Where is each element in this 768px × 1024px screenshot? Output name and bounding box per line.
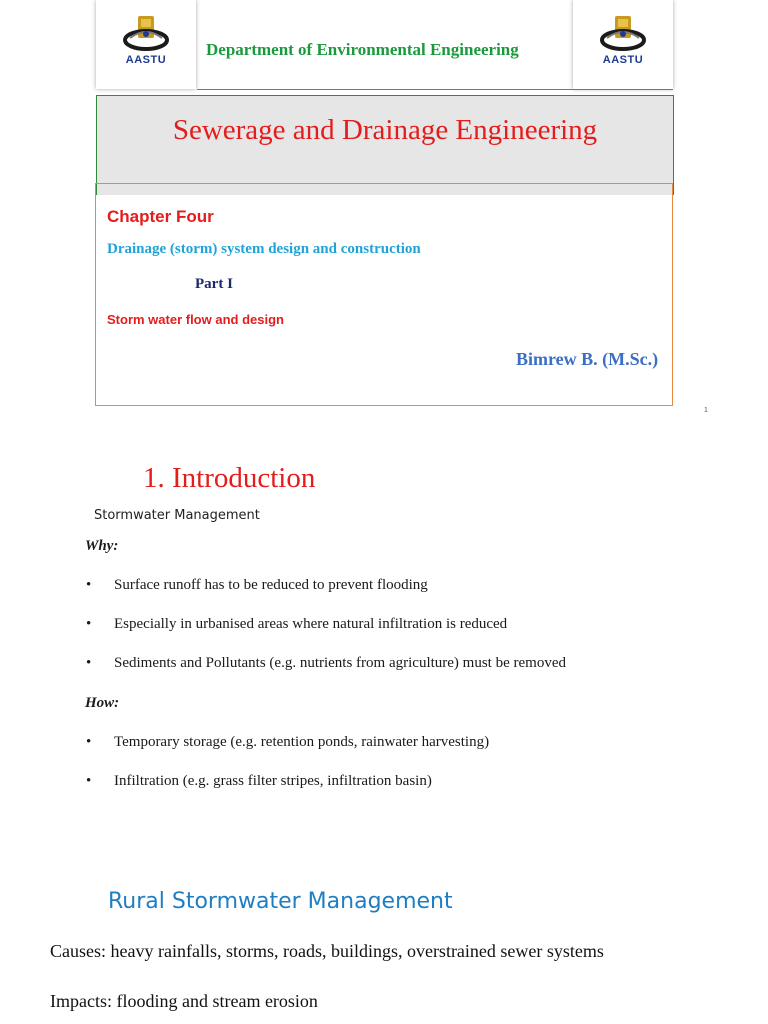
impacts-paragraph: Impacts: flooding and stream erosion <box>50 991 318 1011</box>
causes-paragraph: Causes: heavy rainfalls, storms, roads, buildings, overstrained sewer systems <box>50 941 604 961</box>
how-label: How: <box>85 695 120 711</box>
section-title-introduction: 1. Introduction <box>143 462 316 494</box>
bullet-icon: • <box>86 773 92 789</box>
university-emblem-icon <box>122 14 170 54</box>
author-name: Bimrew B. (M.Sc.) <box>516 349 659 369</box>
list-item-text: Infiltration (e.g. grass filter stripes, infiltration basin) <box>114 773 432 789</box>
list-item-text: Sediments and Pollutants (e.g. nutrients from agriculture) must be removed <box>114 655 566 671</box>
section-subtitle: Stormwater Management <box>94 508 260 523</box>
course-title: Sewerage and Drainage Engineering <box>172 114 598 146</box>
bullet-icon: • <box>86 655 92 671</box>
logo-text: AASTU <box>125 54 167 66</box>
chapter-topic: Storm water flow and design <box>107 312 284 327</box>
list-item-text: Especially in urbanised areas where natural infiltration is reduced <box>114 616 508 632</box>
logo-text: AASTU <box>602 54 644 66</box>
aastu-logo-left <box>96 0 196 89</box>
university-emblem-icon <box>599 14 647 54</box>
list-item-text: Temporary storage (e.g. retention ponds, rainwater harvesting) <box>114 734 490 750</box>
page-number: 1 <box>704 407 708 414</box>
department-name: Department of Environmental Engineering <box>206 40 519 59</box>
bullet-icon: • <box>86 616 92 632</box>
chapter-heading: Chapter Four <box>107 207 214 226</box>
header-divider <box>197 89 673 90</box>
section-title-rural: Rural Stormwater Management <box>108 889 453 914</box>
bullet-icon: • <box>86 577 92 593</box>
title-band <box>96 95 674 195</box>
bullet-icon: • <box>86 734 92 750</box>
list-item-text: Surface runoff has to be reduced to prevent flooding <box>114 577 428 593</box>
why-label: Why: <box>85 538 119 554</box>
chapter-subtitle: Drainage (storm) system design and construction <box>107 241 421 257</box>
aastu-logo-right <box>573 0 673 89</box>
chapter-part: Part I <box>195 276 233 292</box>
